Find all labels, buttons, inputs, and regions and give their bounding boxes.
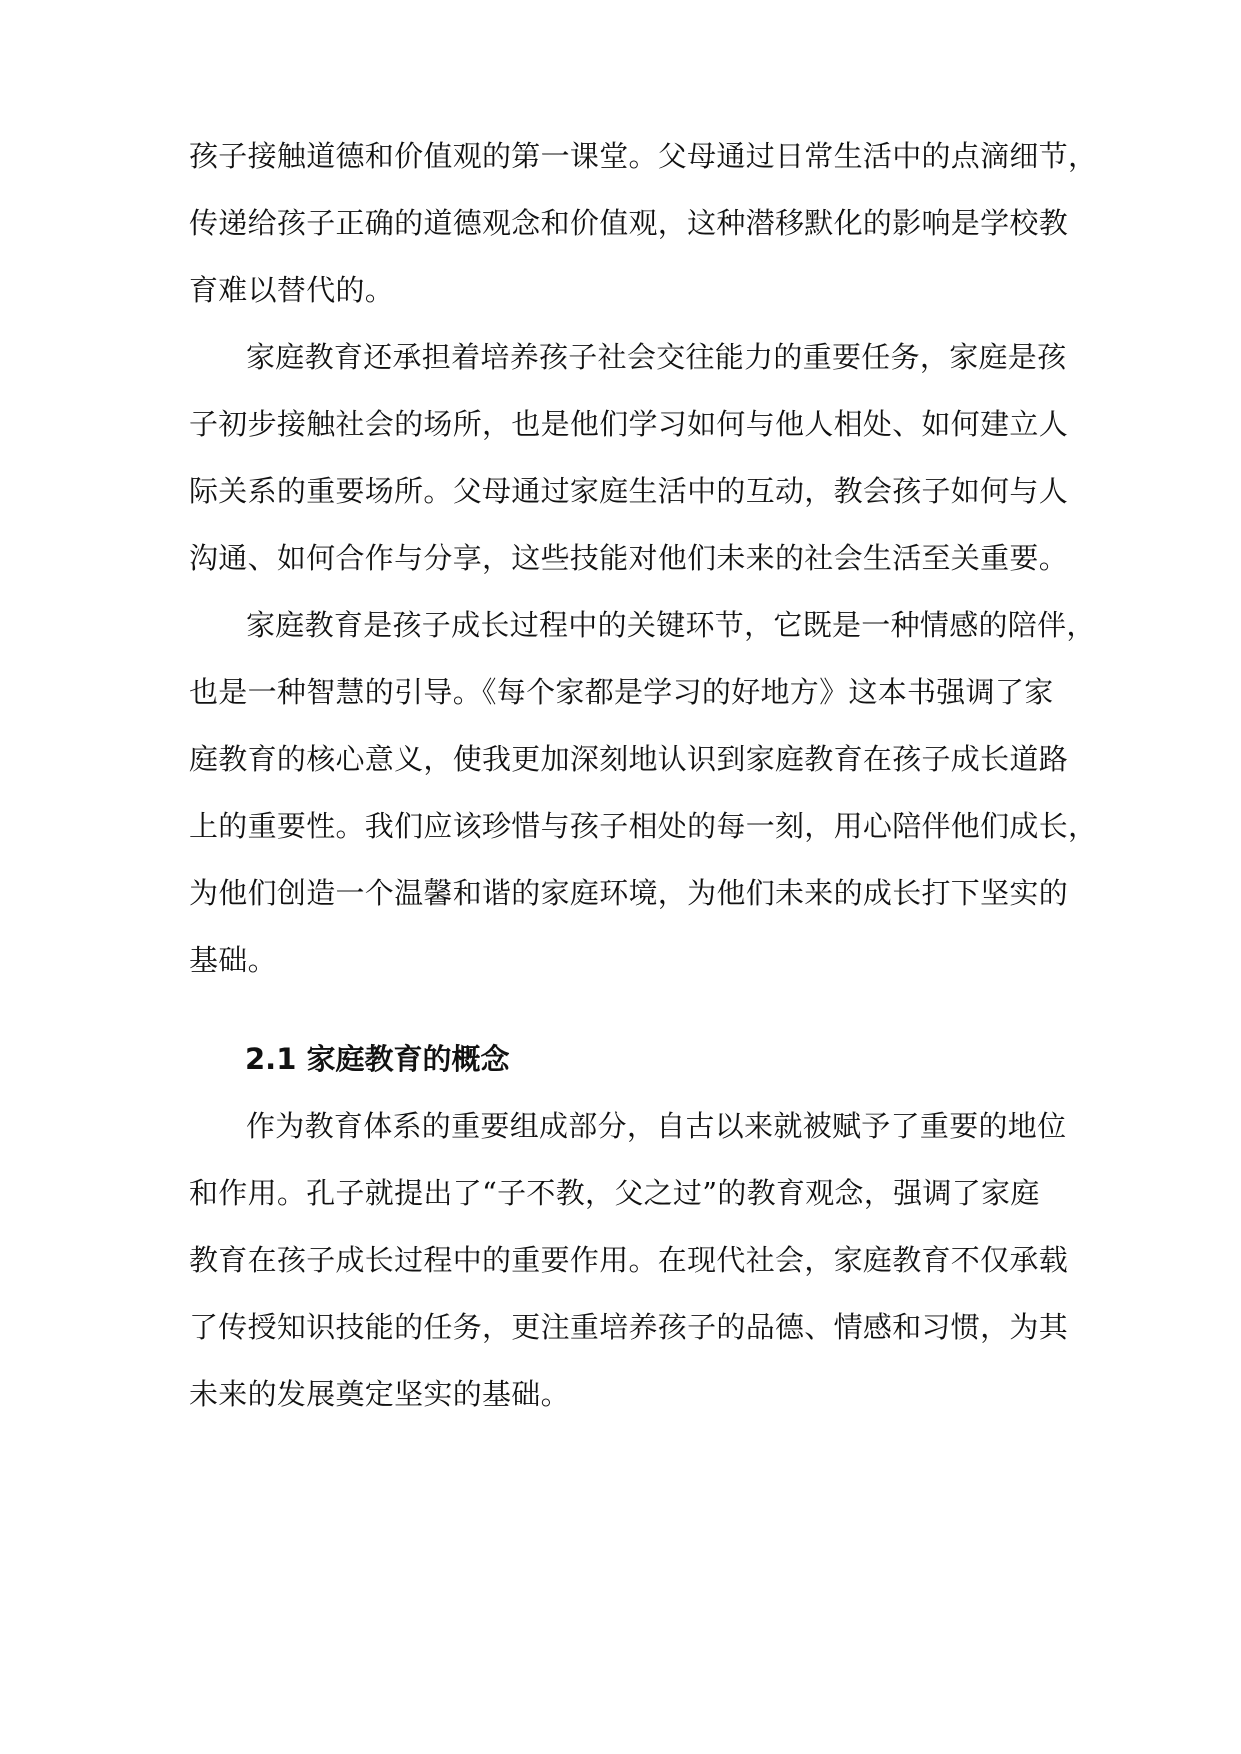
paragraph-line: 未来的发展奠定坚实的基础。	[189, 1377, 570, 1411]
paragraph-line: 为他们创造一个温馨和谐的家庭环境，为他们未来的成长打下坚实的	[189, 876, 1069, 910]
paragraph-line: 沟通、如何合作与分享，这些技能对他们未来的社会生活至关重要。	[189, 541, 1069, 575]
paragraph-line: 了传授知识技能的任务，更注重培养孩子的品德、情感和习惯，为其	[189, 1310, 1069, 1344]
paragraph-line: 家庭教育是孩子成长过程中的关键环节，它既是一种情感的陪伴，	[246, 608, 1096, 642]
paragraph-line: 际关系的重要场所。父母通过家庭生活中的互动，教会孩子如何与人	[189, 474, 1069, 508]
paragraph-line: 基础。	[189, 943, 277, 977]
paragraph-line: 庭教育的核心意义，使我更加深刻地认识到家庭教育在孩子成长道路	[189, 742, 1069, 776]
paragraph-line: 和作用。孔子就提出了“子不教，父之过”的教育观念，强调了家庭	[189, 1176, 1040, 1210]
paragraph-line: 家庭教育还承担着培养孩子社会交往能力的重要任务，家庭是孩	[246, 340, 1067, 374]
paragraph-line: 子初步接触社会的场所，也是他们学习如何与他人相处、如何建立人	[189, 407, 1069, 441]
paragraph-line: 教育在孩子成长过程中的重要作用。在现代社会，家庭教育不仅承载	[189, 1243, 1069, 1277]
section-heading: 2.1 家庭教育的概念	[245, 1042, 510, 1076]
paragraph-line: 孩子接触道德和价值观的第一课堂。父母通过日常生活中的点滴细节，	[189, 139, 1098, 173]
paragraph-line: 上的重要性。我们应该珍惜与孩子相处的每一刻，用心陪伴他们成长，	[189, 809, 1098, 843]
paragraph-line: 作为教育体系的重要组成部分，自古以来就被赋予了重要的地位	[246, 1109, 1067, 1143]
paragraph-line: 也是一种智慧的引导。《每个家都是学习的好地方》这本书强调了家	[189, 675, 1054, 709]
paragraph-line: 传递给孩子正确的道德观念和价值观，这种潜移默化的影响是学校教	[189, 206, 1069, 240]
paragraph-line: 育难以替代的。	[189, 273, 395, 307]
